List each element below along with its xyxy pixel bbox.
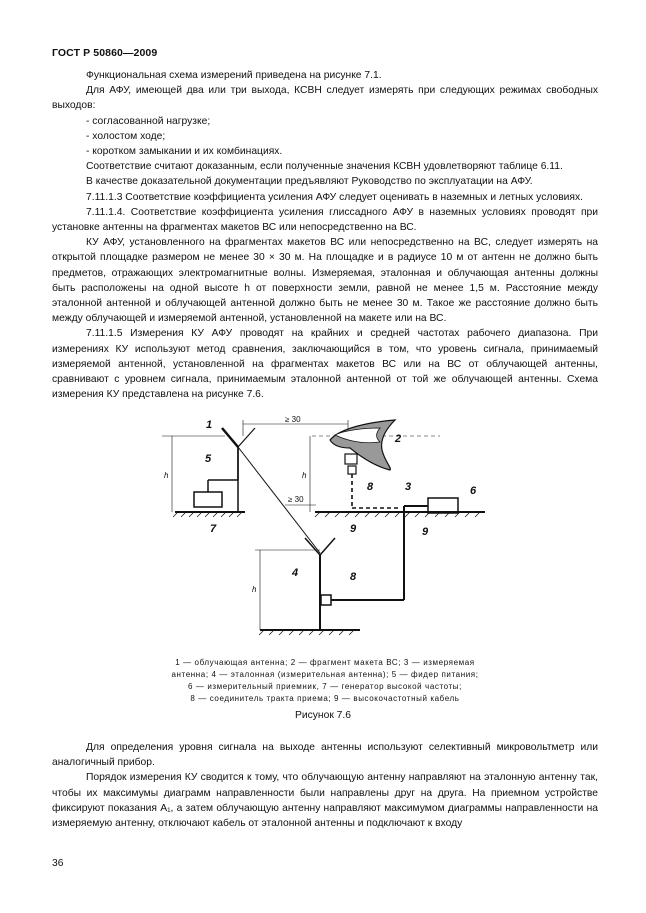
list-item: - коротком замыкании и их комбинациях. xyxy=(86,146,283,158)
list-item: - холостом ходе; xyxy=(86,130,166,142)
label-1: 1 xyxy=(206,419,213,431)
figure-caption: Рисунок 7.6 xyxy=(294,710,351,721)
list-item: - согласованной нагрузке; xyxy=(86,115,211,127)
figure-legend xyxy=(100,657,550,705)
legend-line: антенна; 4 — эталонная (измерительная антенна); 5 — фидер питания; xyxy=(171,670,479,679)
dim-h-right: h xyxy=(302,471,307,480)
label-7: 7 xyxy=(210,523,217,535)
label-8-bottom: 8 xyxy=(350,571,357,583)
paragraph: 7.11.1.5 Измерения КУ АФУ проводят на крайних и средней частотах рабочего диапазона. При измерениях КУ используют метод сравнения, заключающийся в том, что уровень сигнала, принимаемый измеряемой антенной, установленной на фрагментах макетов ВС или на ВС от облучающей антенны, сравнивают с уровнем сигнала, принимаемым эталонной антенной от той же облучающей антенны. Схема измерения КУ представлена на рисунке 7.6. xyxy=(52,328,598,401)
body-text-top xyxy=(52,68,598,402)
label-3: 3 xyxy=(405,481,412,493)
dim-diag: ≥ 30 xyxy=(288,495,304,504)
antenna-3 xyxy=(345,454,357,464)
label-4: 4 xyxy=(292,567,299,579)
paragraph: Для определения уровня сигнала на выходе антенны используют селективный микровольтметр или аналогичный прибор. xyxy=(52,742,598,769)
antenna-4 xyxy=(305,538,320,555)
generator-7 xyxy=(194,492,222,507)
paragraph: 7.11.1.4. Соответствие коэффициента усиления глиссадного АФУ в наземных условиях проводят при установке антенны на фрагментах макетов ВС или непосредственно на ВС. xyxy=(52,206,598,234)
label-2: 2 xyxy=(395,433,402,445)
receiver-6 xyxy=(428,498,458,513)
label-9-left: 9 xyxy=(350,523,357,535)
aircraft-fragment-2 xyxy=(330,420,395,470)
measurement-diagram xyxy=(140,415,520,650)
page-header: ГОСТ Р 50860—2009 xyxy=(52,47,158,59)
label-6: 6 xyxy=(470,485,477,497)
paragraph: Порядок измерения КУ сводится к тому, что облучающую антенну направляют на эталонную антенну так, чтобы их максимумы диаграмм направленности были направлены друг на друга. На приемном устройстве фиксируют показания A₁, а затем облучающую антенну направляют максимумом диаграммы направленности на измеряемую антенну, отключают кабель от эталонной антенны и подключают к входу xyxy=(52,772,598,830)
legend-line: 1 — облучающая антенна; 2 — фрагмент макета ВС; 3 — измеряемая xyxy=(175,658,475,667)
dim-h-bottom: h xyxy=(252,585,257,594)
legend-line: 6 — измерительный приемник, 7 — генератор высокой частоты; xyxy=(188,682,462,691)
dim-h-left: h xyxy=(164,471,169,480)
paragraph: Соответствие считают доказанным, если полученные значения КСВН удовлетворяют таблице 6.11. xyxy=(86,161,563,173)
label-5: 5 xyxy=(205,453,212,465)
paragraph: Для АФУ, имеющей два или три выхода, КСВН следует измерять при следующих режимах свободных выходов: xyxy=(52,85,598,112)
label-8-top: 8 xyxy=(367,481,374,493)
antenna-1 xyxy=(222,428,238,447)
dim-top: ≥ 30 xyxy=(285,415,301,424)
page-number: 36 xyxy=(52,858,64,869)
legend-line: 8 — соединитель тракта приема; 9 — высокочастотный кабель xyxy=(190,694,460,703)
paragraph: 7.11.1.3 Соответствие коэффициента усиления АФУ следует оценивать в наземных и летных условиях. xyxy=(86,191,584,203)
paragraph: КУ АФУ, установленного на фрагментах макетов ВС или непосредственно на ВС, следует измерять на открытой площадке размером не менее 30 × 30 м. На площадке и в радиусе 10 м от антенн не должно быть предметов, отражающих электромагнитные волны. Измеряемая, эталонная и облучающая антенны должны быть расположены на одной высоте h от поверхности земли, равной не менее 1,5 м. Расстояние между эталонной антенной и облучающей антенной должно быть не менее 30 м. Такое же расстояние должно быть между облучающей и измеряемой антенной, установленной на макете или на ВС. xyxy=(52,237,598,325)
label-9-right: 9 xyxy=(422,526,429,538)
paragraph: Функциональная схема измерений приведена на рисунке 7.1. xyxy=(86,70,382,81)
paragraph: В качестве доказательной документации предъявляют Руководство по эксплуатации на АФУ. xyxy=(86,176,533,188)
body-text-bottom xyxy=(52,740,598,831)
connector-8-bottom xyxy=(321,595,331,605)
